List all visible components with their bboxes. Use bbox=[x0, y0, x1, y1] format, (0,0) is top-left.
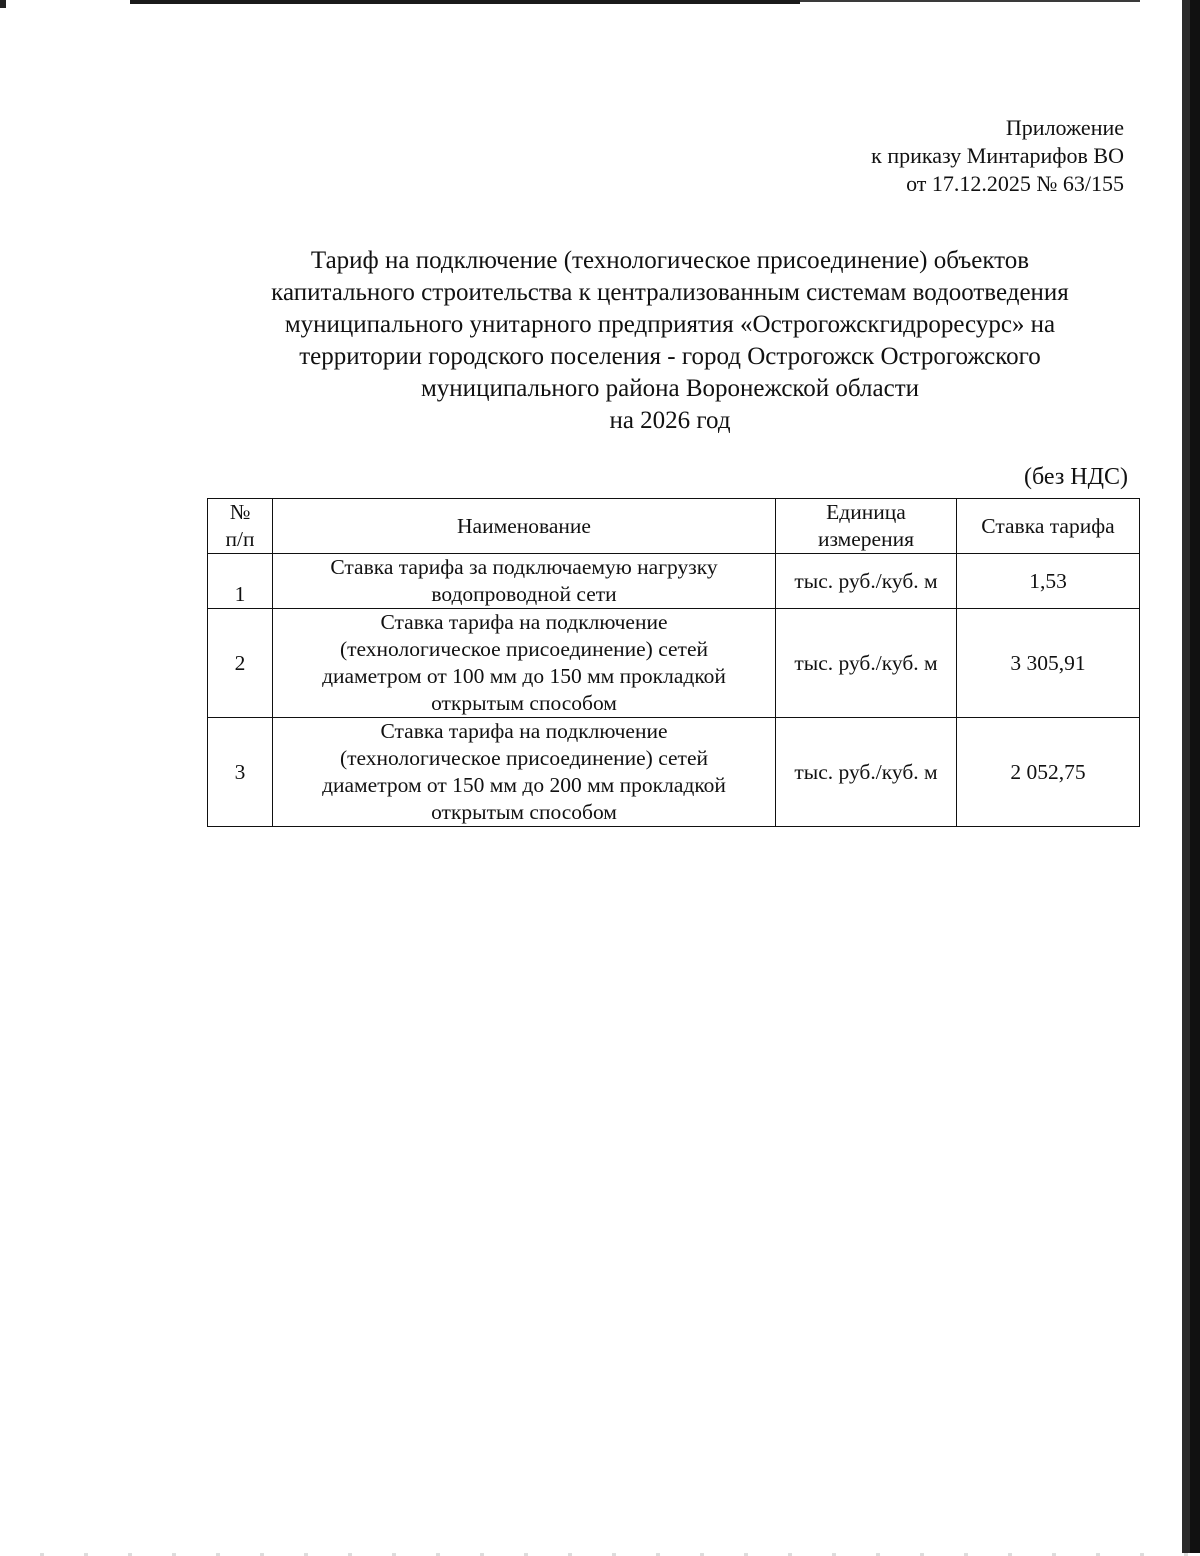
title-line: Тариф на подключение (технологическое присоединение) объектов bbox=[310, 247, 1030, 274]
header-rate: Ставка тарифа bbox=[957, 499, 1140, 554]
appendix-line: Приложение bbox=[1005, 115, 1124, 140]
row-name-line: открытым способом bbox=[431, 691, 617, 715]
vat-note: (без НДС) bbox=[1023, 464, 1128, 490]
row-name-line: (технологическое присоединение) сетей bbox=[339, 746, 708, 770]
row-name-line: диаметром от 100 мм до 150 мм прокладкой bbox=[322, 664, 726, 688]
row-name-line: Ставка тарифа на подключение bbox=[380, 719, 668, 743]
header-name: Наименование bbox=[273, 499, 776, 554]
title-line: территории городского поселения - город Острогожск Острогожского bbox=[299, 343, 1041, 370]
title-line: на 2026 год bbox=[609, 407, 731, 434]
row-number: 2 bbox=[208, 609, 273, 718]
row-unit: тыс. руб./куб. м bbox=[776, 718, 957, 827]
header-unit-line: Единица bbox=[826, 500, 906, 524]
appendix-line: от 17.12.2025 № 63/155 bbox=[906, 171, 1124, 196]
row-name-line: водопроводной сети bbox=[431, 582, 617, 606]
table-header-row bbox=[208, 499, 1140, 554]
table-row bbox=[208, 609, 1140, 718]
row-name-line: диаметром от 150 мм до 200 мм прокладкой bbox=[322, 773, 726, 797]
row-rate: 1,53 bbox=[957, 554, 1140, 609]
scan-edge bbox=[800, 0, 1140, 2]
row-name-line: (технологическое присоединение) сетей bbox=[339, 637, 708, 661]
appendix-line: к приказу Минтарифов ВО bbox=[871, 143, 1124, 168]
row-name-line: Ставка тарифа на подключение bbox=[380, 610, 668, 634]
header-number-line: п/п bbox=[225, 527, 255, 551]
header-unit bbox=[776, 499, 957, 554]
header-number bbox=[208, 499, 273, 554]
scan-edge bbox=[130, 0, 800, 4]
document-title bbox=[200, 245, 1140, 437]
row-unit: тыс. руб./куб. м bbox=[776, 609, 957, 718]
row-name-line: Ставка тарифа за подключаемую нагрузку bbox=[330, 555, 718, 579]
title-line: муниципального района Воронежской области bbox=[420, 375, 919, 402]
appendix-block bbox=[871, 114, 1124, 198]
row-name bbox=[273, 718, 776, 827]
scan-edge bbox=[0, 0, 6, 8]
row-number: 1 bbox=[208, 554, 273, 609]
table-row bbox=[208, 718, 1140, 827]
row-name bbox=[273, 554, 776, 609]
header-number-line: № bbox=[229, 500, 251, 524]
header-unit-line: измерения bbox=[817, 527, 915, 551]
title-line: муниципального унитарного предприятия «Острогожскгидроресурс» на bbox=[284, 311, 1056, 338]
row-rate: 2 052,75 bbox=[957, 718, 1140, 827]
table-row bbox=[208, 554, 1140, 609]
row-name bbox=[273, 609, 776, 718]
tariff-table bbox=[207, 498, 1140, 827]
row-rate: 3 305,91 bbox=[957, 609, 1140, 718]
row-number: 3 bbox=[208, 718, 273, 827]
row-name-line: открытым способом bbox=[431, 800, 617, 824]
row-unit: тыс. руб./куб. м bbox=[776, 554, 957, 609]
title-line: капитального строительства к централизованным системам водоотведения bbox=[271, 279, 1069, 306]
scan-edge bbox=[1176, 0, 1200, 1556]
